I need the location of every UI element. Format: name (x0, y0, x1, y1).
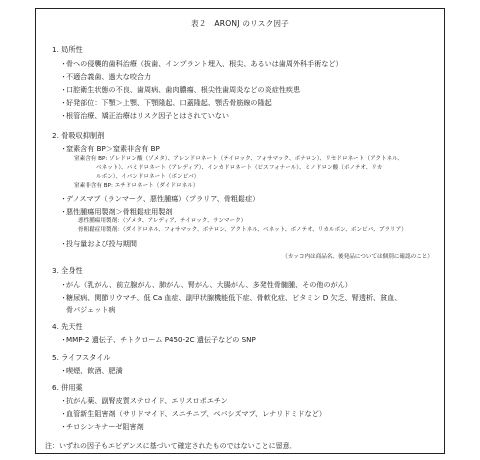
agent-detail-line: 悪性腫瘍用製剤：（ゾメタ、アレディア、テイロック、ランマーク） (78, 218, 247, 224)
section-heading-congenital: 4. 先天性 (52, 322, 83, 331)
section-heading-systemic: 3. 全身性 (52, 266, 83, 275)
bp-detail-line: ルボン）、イバンドロネート（ボンビバ） (96, 174, 200, 180)
bp-detail-line: 窒素含有 BP: ゾレドロン酸（ゾメタ）、アレンドロネート（テイロック、フォサマック、ボナロン）、リセドロネート（アクトネル、 (74, 156, 403, 162)
section-heading-concomitant-drugs: 6. 併用薬 (52, 383, 83, 392)
section-heading-local: 1. 局所性 (52, 45, 83, 54)
risk-factor-table: 表２ ARONJ のリスク因子 1. 局所性 ・ 骨への侵襲的歯科治療（抜歯、インプラント埋入、根尖、あるいは歯周外科手術など） ・ 不適合義歯、過大な咬合力 ・ 口腔衛生状態の不良、歯周病、歯肉膿瘍、根尖性歯周炎などの炎症性疾患 ・ 好発部位：下顎＞上顎、下顎隆起、口蓋隆起、顎舌骨筋線の隆起 ・ 根管治療、矯正治療はリスク因子とはされていない 2. 骨吸収抑制剤 ・ 窒素含有 BP＞窒素非含有 BP 窒素含有 BP: ゾレドロン酸（ゾメタ）、アレンドロネート（テイロック、フォサマック、ボナロン）、リセドロネート（アクトネル、 ベネット）、パミドロネート（アレディア）、インカドロネート（ビスフォナール）、ミノドロン酸（ボノテオ、リカ ルボン）、イバンドロネート（ボンビバ） 窒素非含有 BP: エチドロネート（ダイドロネル） ・ デノスマブ（ランマーク、悪性腫瘍）（プラリア、骨粗鬆症） ・ 悪性腫瘍用製剤＞骨粗鬆症用製剤 悪性腫瘍用製剤：（ゾメタ、アレディア、テイロック、ランマーク） 骨粗鬆症用製剤：（ダイドロネル、フォサマック、ボナロン、アクトネル、ベネット、ボノテオ、リカルボン、ボンビバ、プラリア） ・ 投与量および投与期間 （カッコ内は商品名、後発品については個別に確認のこと） 3. 全身性 ・ がん（乳がん、前立腺がん、肺がん、腎がん、大腸がん、多発性骨髄腫、その他のがん） ・ 糖尿病、関節リウマチ、低 Ca 血症、副甲状腺機能低下症、骨軟化症、ビタミン D 欠乏、腎透析、貧血、 骨パジェット病 4. 先天性 ・ MMP-2 遺伝子、チトクローム P450-2C 遺伝子などの SNP 5. ライフスタイル ・ 喫煙、飲酒、肥満 6. 併用薬 ・ 抗がん薬、副腎皮質ステロイド、エリスロポエチン ・ 血管新生阻害剤（サリドマイド、スニチニブ、ベバシズマブ、レナリドミドなど） ・ チロシンキナーゼ阻害剤 注：いずれの因子もエビデンスに基づいて確定されたものではないことに留意． (35, 8, 445, 454)
table-title: 表２ ARONJ のリスク因子 (191, 19, 289, 28)
section-heading-lifestyle: 5. ライフスタイル (52, 353, 111, 362)
footnote: 注：いずれの因子もエビデンスに基づいて確定されたものではないことに留意． (45, 442, 297, 450)
bp-detail-line: 窒素非含有 BP: エチドロネート（ダイドロネル） (74, 183, 199, 189)
brand-name-caption: （カッコ内は商品名、後発品については個別に確認のこと） (282, 254, 433, 260)
agent-detail-line: 骨粗鬆症用製剤：（ダイドロネル、フォサマック、ボナロン、アクトネル、ベネット、ボノテオ、リカルボン、ボンビバ、プラリア） (78, 227, 407, 233)
bp-detail-line: ベネット）、パミドロネート（アレディア）、インカドロネート（ビスフォナール）、ミノドロン酸（ボノテオ、リカ (96, 165, 383, 171)
section-heading-antiresorptive: 2. 骨吸収抑制剤 (52, 131, 105, 140)
